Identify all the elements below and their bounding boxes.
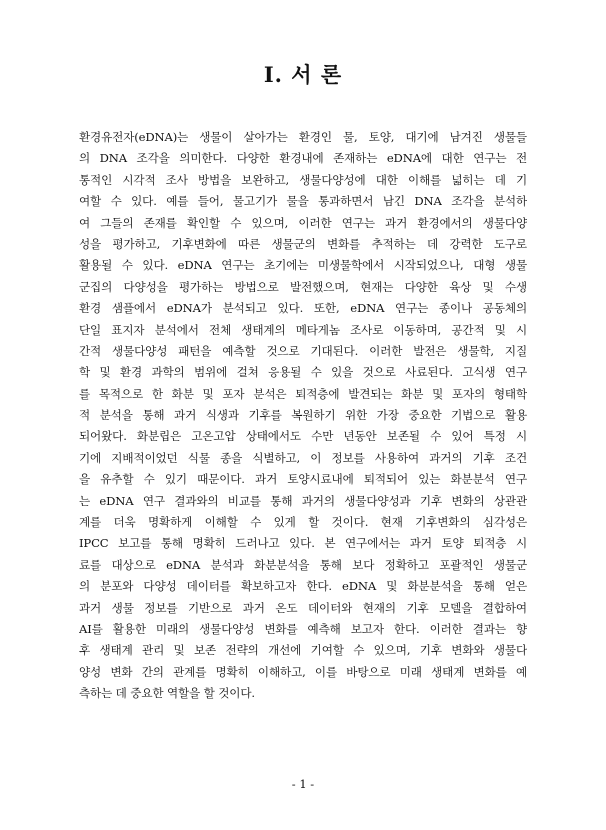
body-line: AI를 활용한 미래의 생물다양성 변화를 예측해 보고자 한다. 이러한 결과는 향 bbox=[79, 621, 527, 636]
body-line: 단일 표지자 분석에서 전체 생태계의 메타게놈 조사로 이동하며, 공간적 및 시 bbox=[79, 322, 527, 337]
body-line: 성을 평가하고, 기후변화에 따른 생물군의 변화를 추적하는 데 강력한 도구로 bbox=[79, 236, 527, 251]
body-line: 여 그들의 존재를 확인할 수 있으며, 이러한 연구는 과거 환경에서의 생물다양 bbox=[79, 215, 527, 230]
section-title: I. 서 론 bbox=[263, 62, 343, 87]
body-line: 는 eDNA 연구 결과와의 비교를 통해 과거의 생물다양성과 기후 변화의 상관관 bbox=[79, 493, 527, 508]
body-line: IPCC 보고를 통해 명확히 드러나고 있다. 본 연구에서는 과거 토양 퇴적층 시 bbox=[79, 536, 527, 551]
body-line: 의 DNA 조각을 의미한다. 다양한 환경내에 존재하는 eDNA에 대한 연구는 전 bbox=[79, 151, 527, 166]
body-text bbox=[79, 127, 527, 705]
body-line: 활용될 수 있다. eDNA 연구는 초기에는 미생물학에서 시작되었으나, 대형 생물 bbox=[79, 258, 527, 273]
body-line: 를 목적으로 한 화분 및 포자 분석은 퇴적층에 발견되는 화분 및 포자의 형태학 bbox=[79, 386, 527, 401]
body-line: 료를 대상으로 eDNA 분석과 화분분석을 통해 보다 정확하고 포괄적인 생물군 bbox=[79, 557, 527, 572]
body-line: 군집의 다양성을 평가하는 방법으로 발전했으며, 현재는 다양한 육상 및 수생 bbox=[79, 279, 527, 294]
body-line: 적 분석을 통해 과거 식생과 기후를 복원하기 위한 가장 중요한 기법으로 활용 bbox=[79, 408, 527, 423]
body-line: 측하는 데 중요한 역할을 할 것이다. bbox=[79, 686, 255, 701]
body-line: 의 분포와 다양성 데이터를 확보하고자 한다. eDNA 및 화분분석을 통해 얻은 bbox=[79, 579, 527, 594]
body-line: 되어왔다. 화분립은 고온고압 상태에서도 수만 년동안 보존될 수 있어 특정 시 bbox=[79, 429, 527, 444]
body-line: 계를 더욱 명확하게 이해할 수 있게 할 것이다. 현재 기후변화의 심각성은 bbox=[79, 515, 527, 530]
body-line: 기에 지배적이었던 식물 종을 식별하고, 이 정보를 사용하여 과거의 기후 조건 bbox=[79, 450, 527, 465]
body-line: 과거 생물 정보를 기반으로 과거 온도 데이터와 현재의 기후 모델을 결합하여 bbox=[79, 600, 527, 615]
body-line: 을 유추할 수 있기 때문이다. 과거 토양시료내에 퇴적되어 있는 화분분석 연구 bbox=[79, 472, 527, 487]
body-line: 통적인 시각적 조사 방법을 보완하고, 생물다양성에 대한 이해를 넓히는 데 기 bbox=[79, 172, 527, 187]
body-line: 환경 샘플에서 eDNA가 분석되고 있다. 또한, eDNA 연구는 종이나 공동체의 bbox=[79, 301, 527, 316]
body-line: 양성 변화 간의 관계를 명확히 이해하고, 이를 바탕으로 미래 생태계 변화를 예 bbox=[79, 664, 527, 679]
body-line: 여할 수 있다. 예를 들어, 물고기가 물을 통과하면서 남긴 DNA 조각을 분석하 bbox=[79, 194, 527, 209]
body-line: 간적 생물다양성 패턴을 예측할 것으로 기대된다. 이러한 발전은 생물학, 지질 bbox=[79, 343, 527, 358]
body-line: 환경유전자(eDNA)는 생물이 살아가는 환경인 물, 토양, 대기에 남겨진 생물들 bbox=[79, 130, 527, 144]
body-line: 후 생태계 관리 및 보존 전략의 개선에 기여할 수 있으며, 기후 변화와 생물다 bbox=[79, 643, 527, 658]
body-line: 학 및 환경 과학의 범위에 걸쳐 응용될 수 있을 것으로 사료된다. 고식생 연구 bbox=[79, 365, 527, 380]
page-number: - 1 - bbox=[291, 777, 315, 791]
